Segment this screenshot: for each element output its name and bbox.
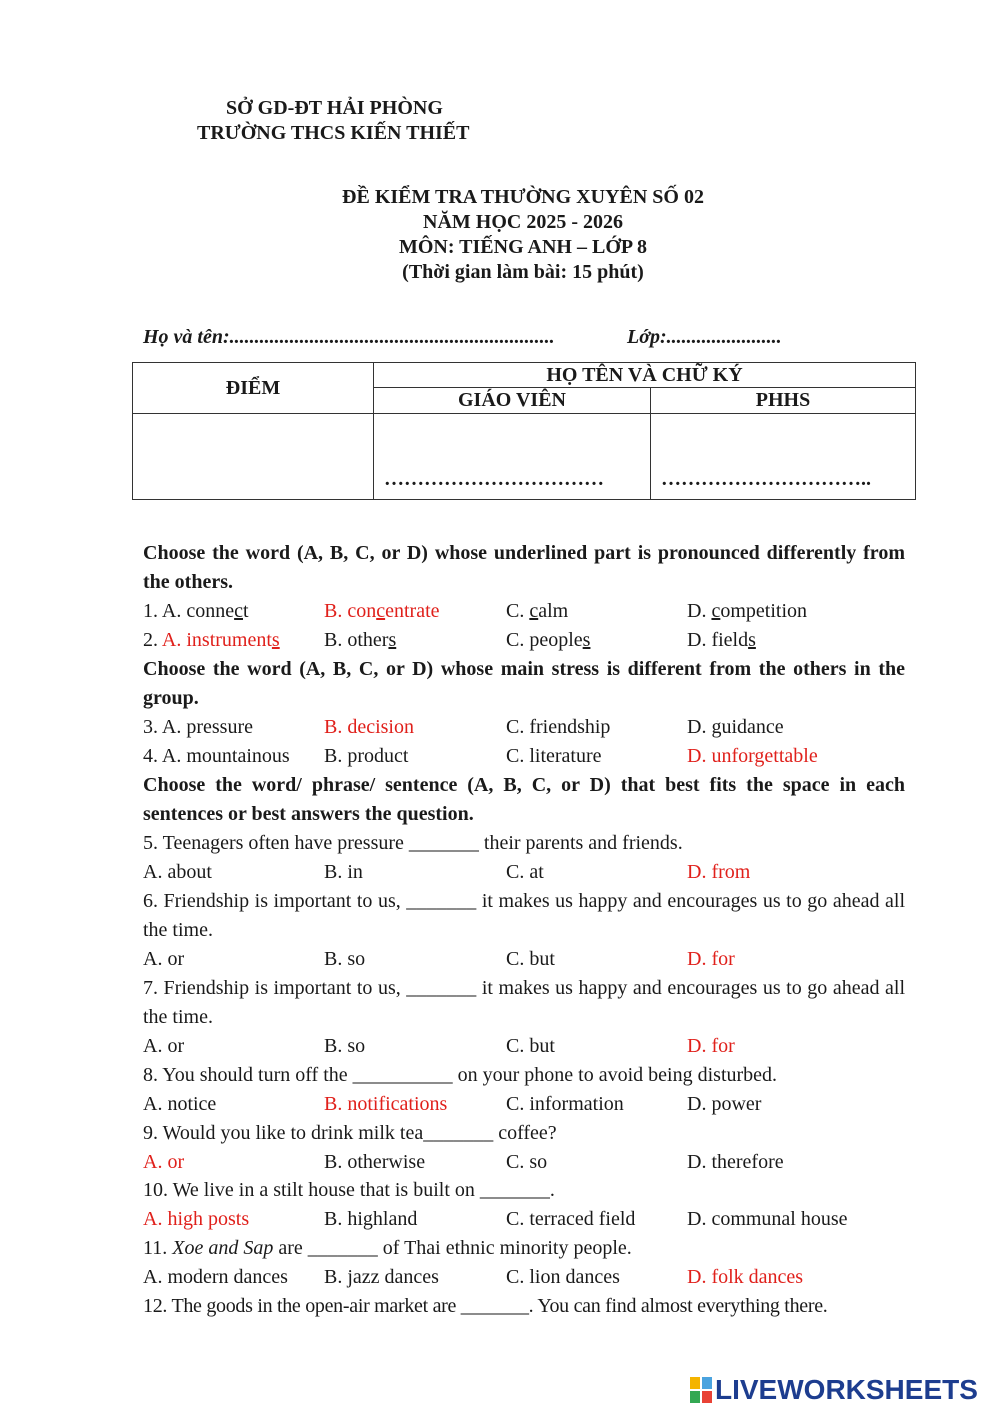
q2-option-a[interactable]: 2. A. instruments [143,629,280,651]
q3-option-d[interactable]: D. guidance [687,716,784,738]
q7-option-a[interactable]: A. or [143,1035,185,1057]
q5-option-a[interactable]: A. about [143,861,212,883]
student-class-field[interactable]: Lớp:....................... [627,326,782,348]
q10-options [0,1205,1000,1234]
section1-instruction: Choose the word (A, B, C, or D) whose underlined part is pronounced differently from the others. [143,542,905,593]
q2-option-c[interactable]: C. peoples [506,629,591,651]
q9-option-a[interactable]: A. or [143,1151,185,1173]
q4-option-a[interactable]: 4. A. mountainous [143,745,290,767]
q7-stem: 7. Friendship is important to us, _______ it makes us happy and encourages us to go ahead all the time. [143,977,905,1028]
q6-option-d[interactable]: D. for [687,948,735,970]
q11-options [0,1263,1000,1292]
q7-option-c[interactable]: C. but [506,1035,555,1057]
section3-instruction: Choose the word/ phrase/ sentence (A, B, C, or D) that best fits the space in each sentences or best answers the question. [143,774,905,825]
q11-option-c[interactable]: C. lion dances [506,1266,620,1288]
q9-option-c[interactable]: C. so [506,1151,548,1173]
q4-option-b[interactable]: B. product [324,745,409,767]
section2-instruction: Choose the word (A, B, C, or D) whose main stress is different from the others in the group. [143,658,905,709]
q3-option-a[interactable]: 3. A. pressure [143,716,253,738]
parent-signature-cell[interactable] [651,414,916,500]
q10-option-c[interactable]: C. terraced field [506,1208,636,1230]
q10-option-a[interactable]: A. high posts [143,1208,250,1230]
school-name: TRƯỜNG THCS KIẾN THIẾT [197,122,470,144]
q6-option-b[interactable]: B. so [324,948,366,970]
parent-header: PHHS [651,388,916,414]
q1-option-d[interactable]: D. competition [687,600,808,622]
school-year: NĂM HỌC 2025 - 2026 [423,211,623,233]
q8-stem: 8. You should turn off the __________ on your phone to avoid being disturbed. [143,1064,778,1086]
q8-option-b[interactable]: B. notifications [324,1093,448,1115]
score-header: ĐIỂM [133,363,374,414]
q11-option-b[interactable]: B. jazz dances [324,1266,439,1288]
liveworksheets-logo-icon [690,1377,712,1403]
q8-options [0,1090,1000,1119]
time-limit: (Thời gian làm bài: 15 phút) [402,261,644,283]
q9-option-d[interactable]: D. therefore [687,1151,784,1173]
teacher-signature-dots: …………………………… [384,468,604,490]
exam-title: ĐỀ KIỂM TRA THƯỜNG XUYÊN SỐ 02 [342,186,704,208]
parent-signature-dots: ………………………….. [661,468,871,490]
department-name: SỞ GD-ĐT HẢI PHÒNG [226,97,443,119]
q5-stem: 5. Teenagers often have pressure _______ their parents and friends. [143,832,683,854]
q2-option-b[interactable]: B. others [324,629,397,651]
q4-option-c[interactable]: C. literature [506,745,602,767]
q12-stem: 12. The goods in the open-air market are _______. You can find almost everything there. [143,1295,828,1317]
liveworksheets-logo-text: LIVEWORKSHEETS [715,1374,978,1405]
student-name-field[interactable]: Họ và tên:................................................................. [143,326,555,348]
question-3 [0,713,1000,742]
liveworksheets-logo[interactable] [690,1374,978,1406]
q3-option-c[interactable]: C. friendship [506,716,611,738]
question-4 [0,742,1000,771]
q6-option-a[interactable]: A. or [143,948,185,970]
question-2 [0,626,1000,655]
q4-option-d[interactable]: D. unforgettable [687,745,818,767]
q9-options [0,1148,1000,1177]
teacher-header: GIÁO VIÊN [374,388,651,414]
q3-option-b[interactable]: B. decision [324,716,414,738]
q5-options [0,858,1000,887]
q10-option-d[interactable]: D. communal house [687,1208,848,1230]
q8-option-c[interactable]: C. information [506,1093,624,1115]
q6-option-c[interactable]: C. but [506,948,555,970]
q6-options [0,945,1000,974]
signature-header: HỌ TÊN VÀ CHỮ KÝ [374,363,916,388]
teacher-signature-cell[interactable] [374,414,651,500]
q11-stem: 11. Xoe and Sap are _______ of Thai ethnic minority people. [143,1237,632,1259]
q1-option-a[interactable]: 1. A. connect [143,600,249,622]
q10-stem: 10. We live in a stilt house that is built on _______. [143,1179,555,1201]
q11-option-a[interactable]: A. modern dances [143,1266,288,1288]
question-1 [0,597,1000,626]
q9-option-b[interactable]: B. otherwise [324,1151,426,1173]
q10-option-b[interactable]: B. highland [324,1208,418,1230]
q8-option-d[interactable]: D. power [687,1093,762,1115]
q8-option-a[interactable]: A. notice [143,1093,217,1115]
q9-stem: 9. Would you like to drink milk tea_______ coffee? [143,1122,557,1144]
score-cell[interactable] [133,414,374,500]
q11-option-d[interactable]: D. folk dances [687,1266,804,1288]
subject: MÔN: TIẾNG ANH – LỚP 8 [399,236,647,258]
q2-option-d[interactable]: D. fields [687,629,756,651]
q7-options [0,1032,1000,1061]
q7-option-d[interactable]: D. for [687,1035,735,1057]
q5-option-c[interactable]: C. at [506,861,544,883]
score-table [132,362,916,500]
q5-option-d[interactable]: D. from [687,861,751,883]
q1-option-b[interactable]: B. concentrate [324,600,440,622]
q1-option-c[interactable]: C. calm [506,600,569,622]
q5-option-b[interactable]: B. in [324,861,363,883]
q6-stem: 6. Friendship is important to us, _______ it makes us happy and encourages us to go ahead all the time. [143,890,905,941]
q7-option-b[interactable]: B. so [324,1035,366,1057]
